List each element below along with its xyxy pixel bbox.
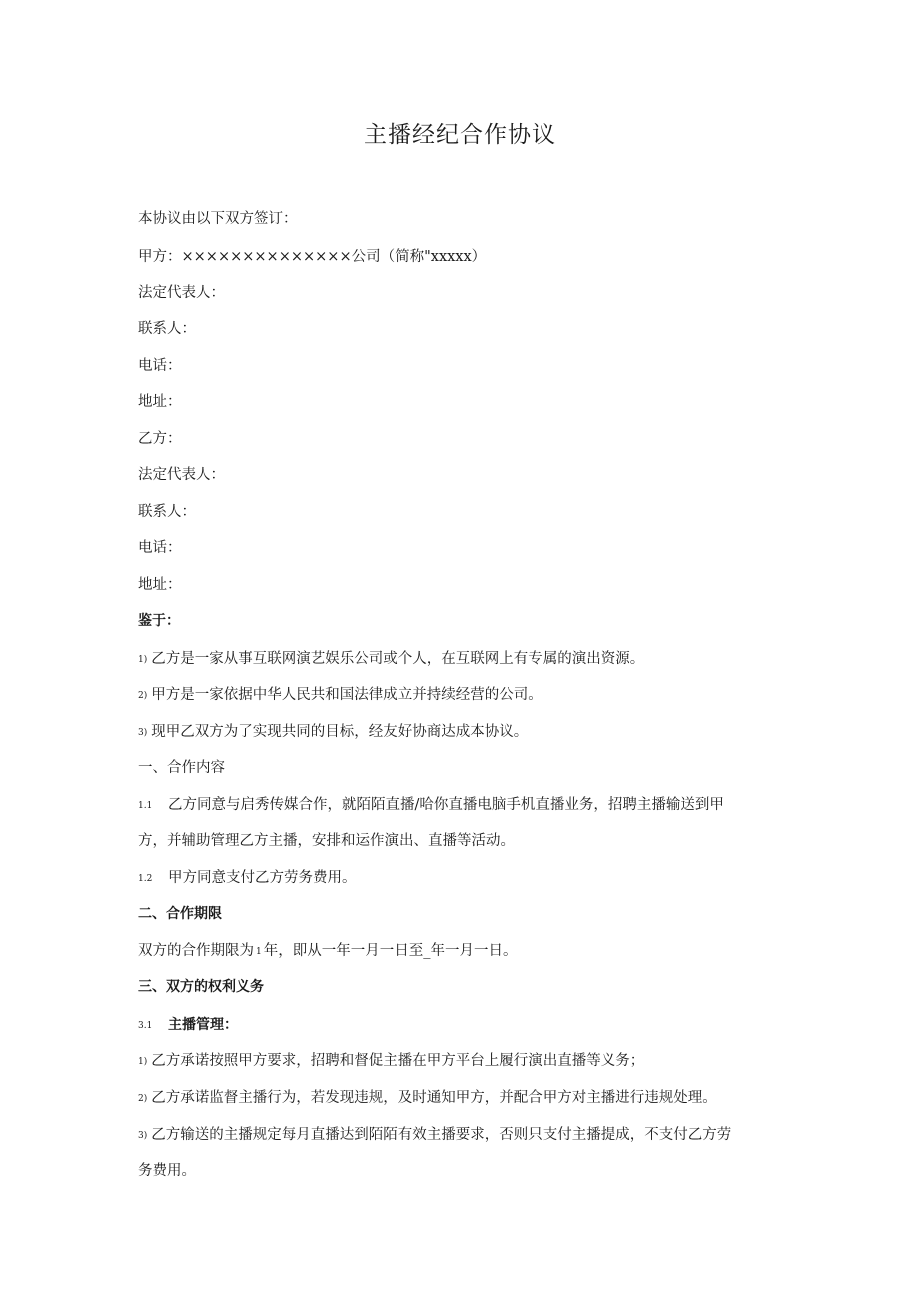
- clause-1-1-cont: 方，并辅助管理乙方主播，安排和运作演出、直播等活动。: [138, 833, 515, 849]
- item-text: 甲方是一家依据中华人民共和国法律成立并持续经营的公司。: [151, 687, 543, 703]
- duty-item: [138, 1050, 644, 1073]
- item-text: 乙方承诺监督主播行为，若发现违规，及时通知甲方，并配合甲方对主播进行违规处理。: [151, 1090, 717, 1106]
- item-text: 现甲乙双方为了实现共同的目标，经友好协商达成本协议。: [151, 724, 529, 740]
- duty-item: [138, 1087, 717, 1110]
- whereas-item: [138, 648, 644, 671]
- section1-heading: 一、合作内容: [138, 760, 225, 776]
- party-a-legal-rep: 法定代表人：: [138, 285, 225, 301]
- clause-1-1: [138, 794, 724, 817]
- item-text: 乙方承诺按照甲方要求，招聘和督促主播在甲方平台上履行演出直播等义务；: [151, 1053, 645, 1069]
- item-number: 3): [138, 1131, 148, 1141]
- party-b-legal-rep: 法定代表人：: [138, 467, 225, 483]
- item-number: 1): [138, 655, 148, 665]
- clause-1-2: [138, 867, 357, 890]
- section3-heading: 三、双方的权利义务: [138, 979, 264, 995]
- party-a-phone: 电话：: [138, 358, 182, 374]
- intro-text: 本协议由以下双方签订：: [138, 211, 298, 227]
- section2-heading: 二、合作期限: [138, 906, 222, 922]
- party-a-address: 地址：: [138, 394, 182, 410]
- party-b-phone: 电话：: [138, 540, 182, 556]
- item-text: 乙方输送的主播规定每月直播达到陌陌有效主播要求，否则只支付主播提成，不支付乙方劳: [151, 1127, 732, 1143]
- term-text: [138, 940, 517, 963]
- clause-3-1: [138, 1014, 238, 1037]
- clause-title: 主播管理：: [168, 1017, 238, 1033]
- term-value: 1: [256, 947, 262, 957]
- item-number: 1): [138, 1057, 148, 1067]
- clause-text: 乙方同意与启秀传媒合作，就陌陌直播/哈你直播电脑手机直播业务，招聘主播输送到甲: [168, 797, 724, 813]
- clause-number: 3.1: [138, 1021, 153, 1031]
- whereas-item: [138, 684, 543, 707]
- whereas-heading: 鉴于：: [138, 613, 180, 629]
- clause-number: 1.1: [138, 801, 153, 811]
- clause-number: 1.2: [138, 874, 153, 884]
- party-b-line: 乙方：: [138, 431, 182, 447]
- party-a-line: 甲方：××××××××××××××公司（简称"xxxxx）: [138, 249, 487, 265]
- term-text-b: 年，即从一年一月一日至_年一月一日。: [263, 943, 518, 959]
- whereas-item: [138, 721, 528, 744]
- item-number: 2): [138, 1094, 148, 1104]
- party-a-contact: 联系人：: [138, 321, 196, 337]
- item-number: 3): [138, 728, 148, 738]
- clause-text: 甲方同意支付乙方劳务费用。: [168, 870, 357, 886]
- party-b-contact: 联系人：: [138, 504, 196, 520]
- term-text-a: 双方的合作期限为: [138, 943, 254, 959]
- duty-item: [138, 1124, 731, 1147]
- document-title: 主播经纪合作协议: [364, 122, 556, 148]
- party-b-address: 地址：: [138, 577, 182, 593]
- duty-item-cont: 务费用。: [138, 1163, 196, 1179]
- item-number: 2): [138, 691, 148, 701]
- item-text: 乙方是一家从事互联网演艺娱乐公司或个人，在互联网上有专属的演出资源。: [151, 651, 645, 667]
